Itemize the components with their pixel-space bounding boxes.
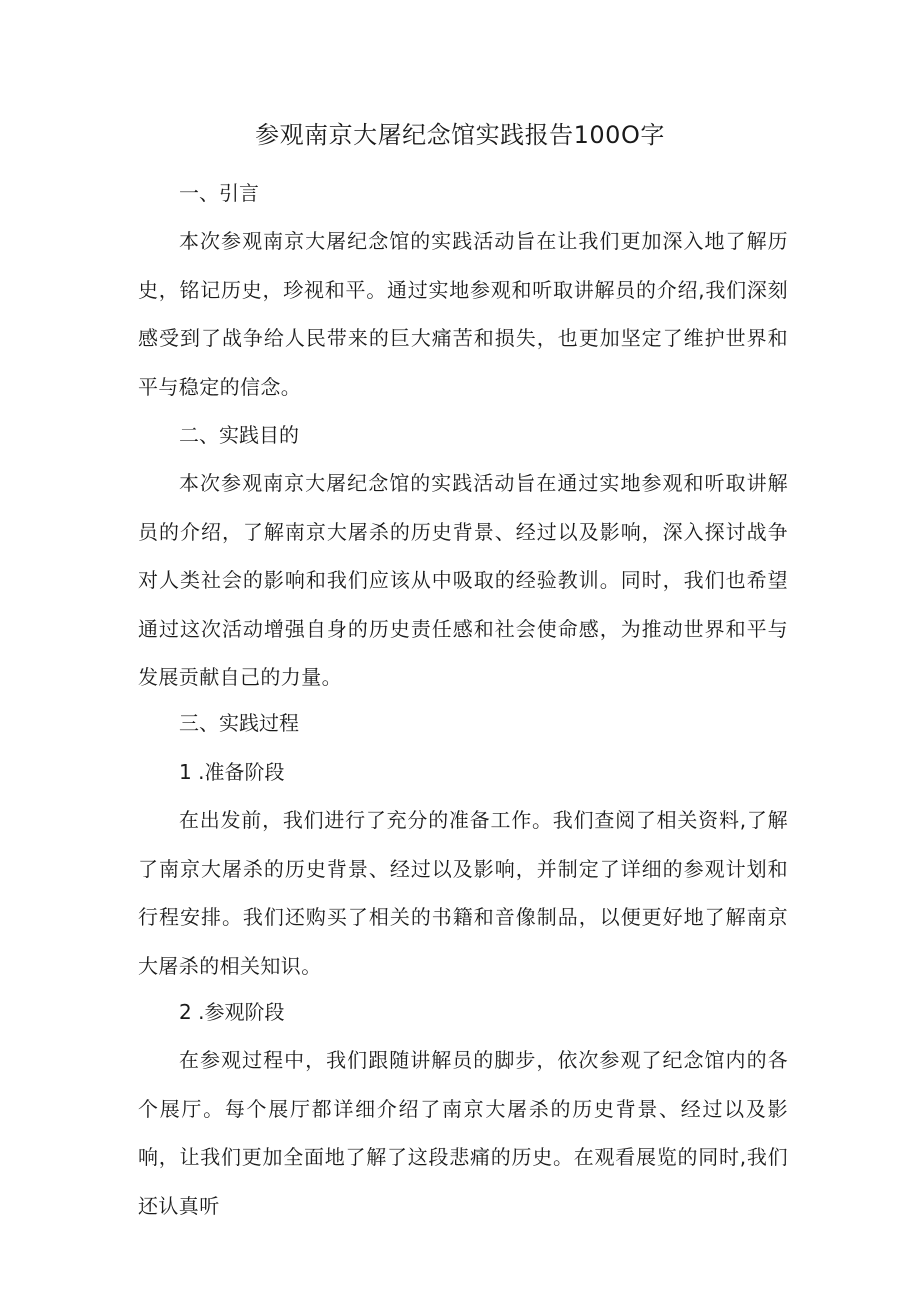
section-heading-introduction: 一、引言 <box>179 181 259 205</box>
section-heading-process: 三、实践过程 <box>179 711 299 735</box>
subsection-heading-preparation: 1 .准备阶段 <box>179 760 285 784</box>
document-title: 参观南京大屠纪念馆实践报告100O字 <box>255 121 665 149</box>
paragraph-purpose: 本次参观南京大屠纪念馆的实践活动旨在通过实地参观和听取讲解员的介绍，了解南京大屠杀的历史背景、经过以及影响，深入探讨战争对人类社会的影响和我们应该从中吸取的经验教训。同时，我们也希望通过这次活动增强自身的历史责任感和社会使命感，为推动世界和平与发展贡献自己的力量。 <box>138 471 788 689</box>
paragraph-introduction: 本次参观南京大屠纪念馆的实践活动旨在让我们更加深入地了解历史，铭记历史，珍视和平。通过实地参观和听取讲解员的介绍,我们深刻感受到了战争给人民带来的巨大痛苦和损失，也更加坚定了维护世界和平与稳定的信念。 <box>138 229 788 399</box>
paragraph-preparation: 在出发前，我们进行了充分的准备工作。我们查阅了相关资料,了解了南京大屠杀的历史背景、经过以及影响，并制定了详细的参观计划和行程安排。我们还购买了相关的书籍和音像制品，以便更好地了解南京大屠杀的相关知识。 <box>138 808 788 978</box>
section-heading-purpose: 二、实践目的 <box>179 423 299 447</box>
subsection-heading-visit: 2 .参观阶段 <box>179 1000 285 1024</box>
paragraph-visit: 在参观过程中，我们跟随讲解员的脚步，依次参观了纪念馆内的各个展厅。每个展厅都详细介绍了南京大屠杀的历史背景、经过以及影响，让我们更加全面地了解了这段悲痛的历史。在观看展览的同时,我们还认真听 <box>138 1048 788 1218</box>
